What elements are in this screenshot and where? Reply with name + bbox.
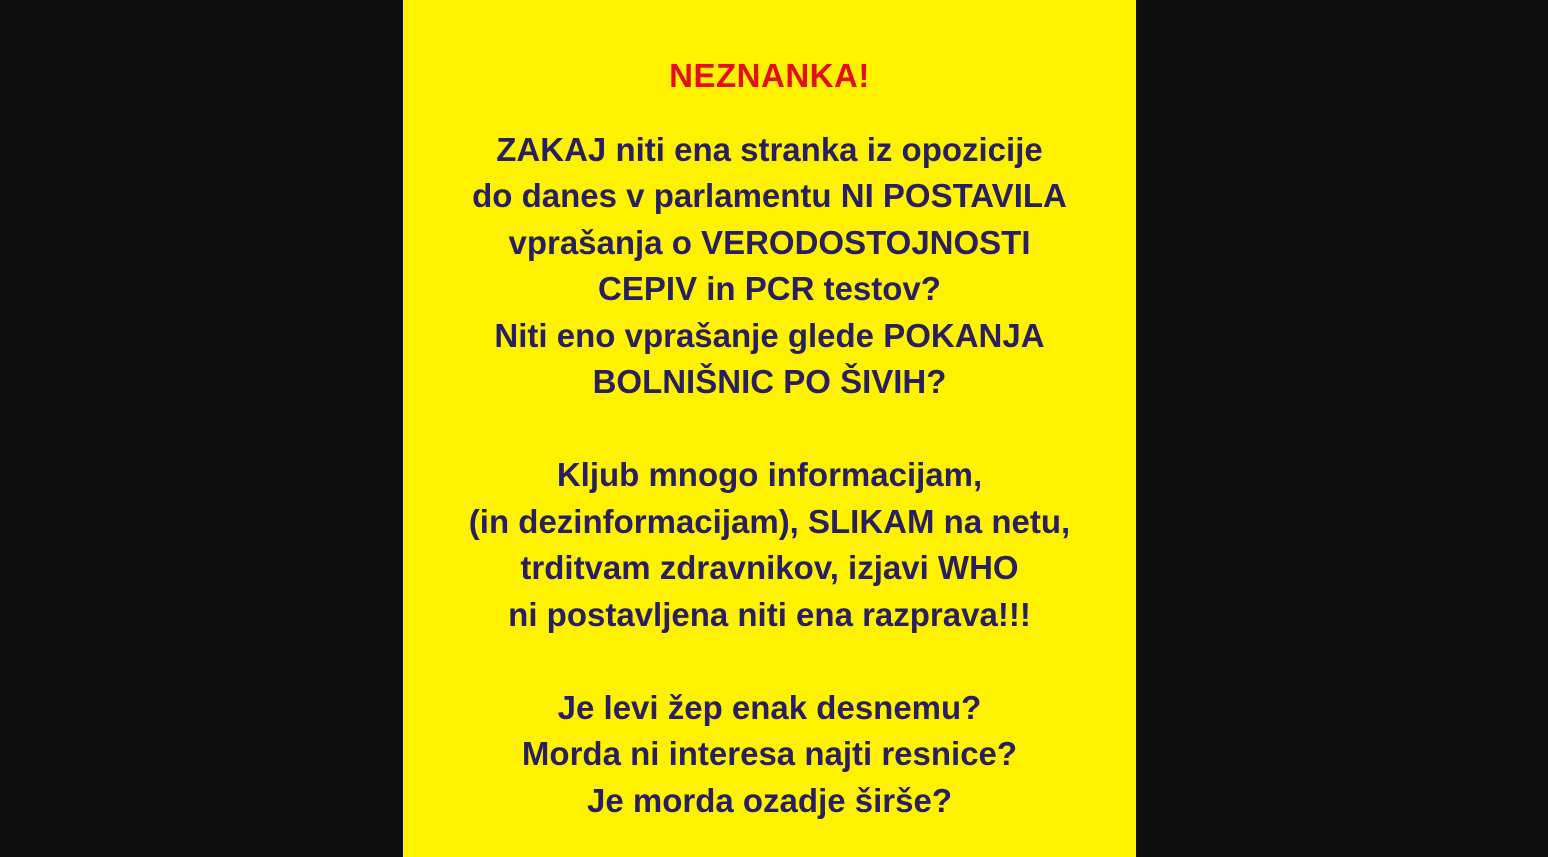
text-line: Je morda ozadje širše?: [587, 782, 952, 819]
text-line: Je levi žep enak desnemu?: [557, 689, 982, 726]
text-line: (in dezinformacijam), SLIKAM na netu,: [468, 503, 1071, 540]
text-line: ni postavljena niti ena razprava!!!: [508, 596, 1031, 633]
text-line: Morda ni interesa najti resnice?: [521, 735, 1018, 772]
text-line: vprašanja o VERODOSTOJNOSTI: [508, 224, 1031, 261]
text-line: Niti eno vprašanje glede POKANJA: [494, 317, 1045, 354]
poster-title: NEZNANKA!: [669, 57, 870, 94]
text-line: ZAKAJ niti ena stranka iz opozicije: [496, 131, 1043, 168]
text-line: BOLNIŠNIC PO ŠIVIH?: [592, 363, 947, 400]
text-line: CEPIV in PCR testov?: [598, 270, 941, 307]
text-line: Kljub mnogo informacijam,: [556, 456, 983, 493]
text-line: trditvam zdravnikov, izjavi WHO: [520, 549, 1019, 586]
poster: [403, 0, 1136, 857]
text-line: do danes v parlamentu NI POSTAVILA: [472, 177, 1067, 214]
